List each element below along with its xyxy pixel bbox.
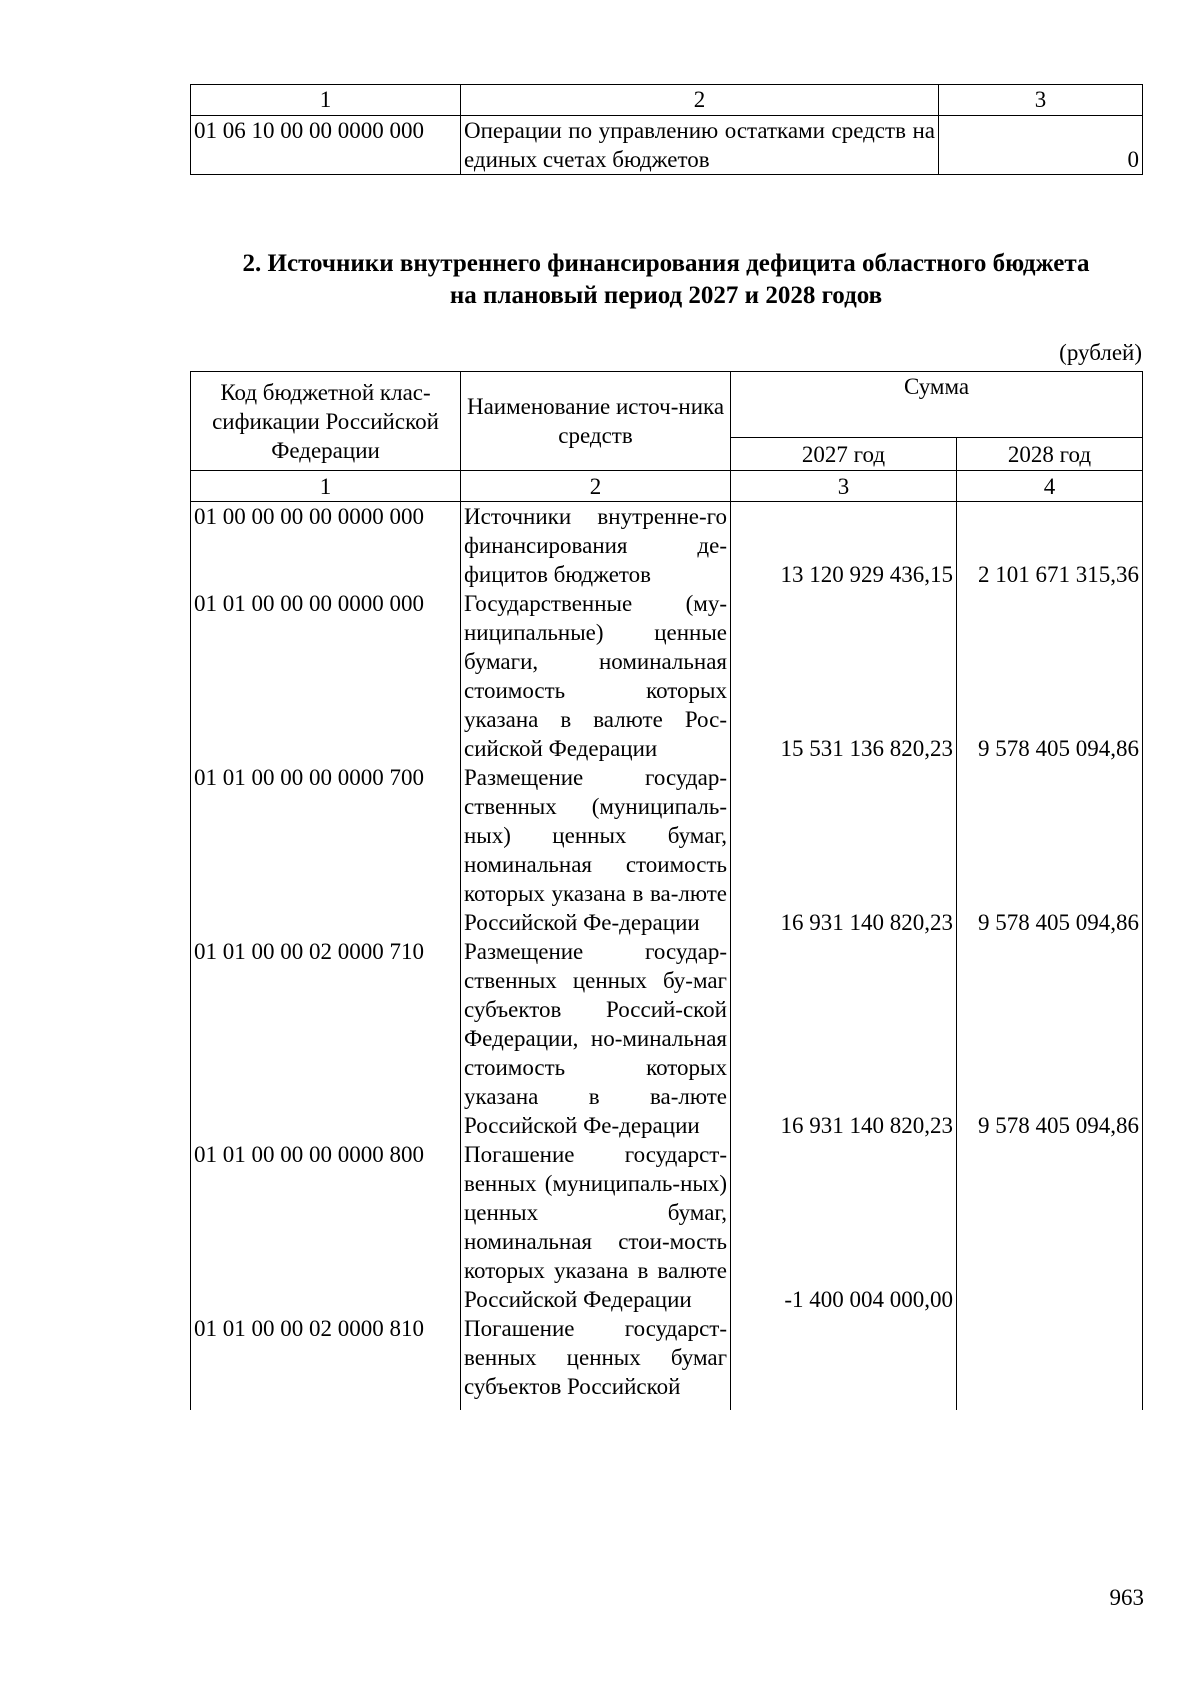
page-number: 963 [1109,1585,1144,1610]
table-row [191,116,1143,175]
budget-code: 01 01 00 00 00 0000 000 [191,589,461,763]
sources-table [190,371,1143,1410]
budget-code: 01 01 00 00 00 0000 700 [191,763,461,937]
source-name: Размещение государ-ственных ценных бу-маг субъектов Россий-ской Федерации, но-минальная стоимость которых указана в ва-люте Российской Фе-дерации [461,937,731,1140]
source-name: Размещение государ-ственных (муниципаль-ных) ценных бумаг, номинальная стоимость которых указана в ва-люте Российской Фе-дерации [461,763,731,937]
continuation-table [190,84,1143,175]
amount-2027: 15 531 136 820,23 [731,589,957,763]
budget-code: 01 01 00 00 02 0000 710 [191,937,461,1140]
header-year-2028: 2028 год [957,438,1143,471]
column-number-row [191,471,1143,502]
amount-2028: 2 101 671 315,36 [957,502,1143,590]
amount-2028: 9 578 405 094,86 [957,763,1143,937]
section-title-line: 2. Источники внутреннего финансирования дефицита областного бюджета [242,250,1090,277]
amount-2028: 9 578 405 094,86 [957,589,1143,763]
column-number: 2 [461,471,731,502]
header-row [191,372,1143,438]
amount-2027: -1 400 004 000,00 [731,1140,957,1314]
table-row [191,1140,1143,1314]
source-name: Государственные (му-ниципальные) ценные бумаги, номинальная стоимость которых указана в валюте Рос-сийской Федерации [461,589,731,763]
column-number: 3 [731,471,957,502]
amount-2027: 13 120 929 436,15 [731,502,957,590]
section-heading [190,248,1142,312]
budget-code: 01 06 10 00 00 0000 000 [191,116,461,175]
column-number: 3 [939,85,1143,116]
amount-2028 [957,1314,1143,1410]
table-row [191,1314,1143,1410]
amount-2028: 9 578 405 094,86 [957,937,1143,1140]
column-number: 4 [957,471,1143,502]
units-label: (рублей) [1059,340,1142,365]
column-number: 1 [191,85,461,116]
budget-code: 01 00 00 00 00 0000 000 [191,502,461,590]
header-code: Код бюджетной клас-сификации Российской Федерации [191,372,461,471]
source-name: Операции по управлению остатками средств на единых счетах бюджетов [461,116,939,175]
header-sum: Сумма [731,372,1143,438]
source-name: Погашение государст-венных ценных бумаг субъектов Российской [461,1314,731,1410]
header-year-2027: 2027 год [731,438,957,471]
source-name: Погашение государст-венных (муниципаль-ных) ценных бумаг, номинальная стои-мость которых указана в валюте Российской Федерации [461,1140,731,1314]
amount-2028 [957,1140,1143,1314]
amount-2027: 16 931 140 820,23 [731,937,957,1140]
table-row [191,937,1143,1140]
budget-code: 01 01 00 00 02 0000 810 [191,1314,461,1410]
table-row [191,502,1143,590]
amount-2027 [731,1314,957,1410]
budget-code: 01 01 00 00 00 0000 800 [191,1140,461,1314]
amount: 0 [939,116,1143,175]
header-name: Наименование источ-ника средств [461,372,731,471]
amount-2027: 16 931 140 820,23 [731,763,957,937]
column-number-row [191,85,1143,116]
source-name: Источники внутренне-го финансирования де-фицитов бюджетов [461,502,731,590]
column-number: 2 [461,85,939,116]
section-title-line: на плановый период 2027 и 2028 годов [449,282,883,309]
table-row [191,589,1143,763]
table-row [191,763,1143,937]
column-number: 1 [191,471,461,502]
